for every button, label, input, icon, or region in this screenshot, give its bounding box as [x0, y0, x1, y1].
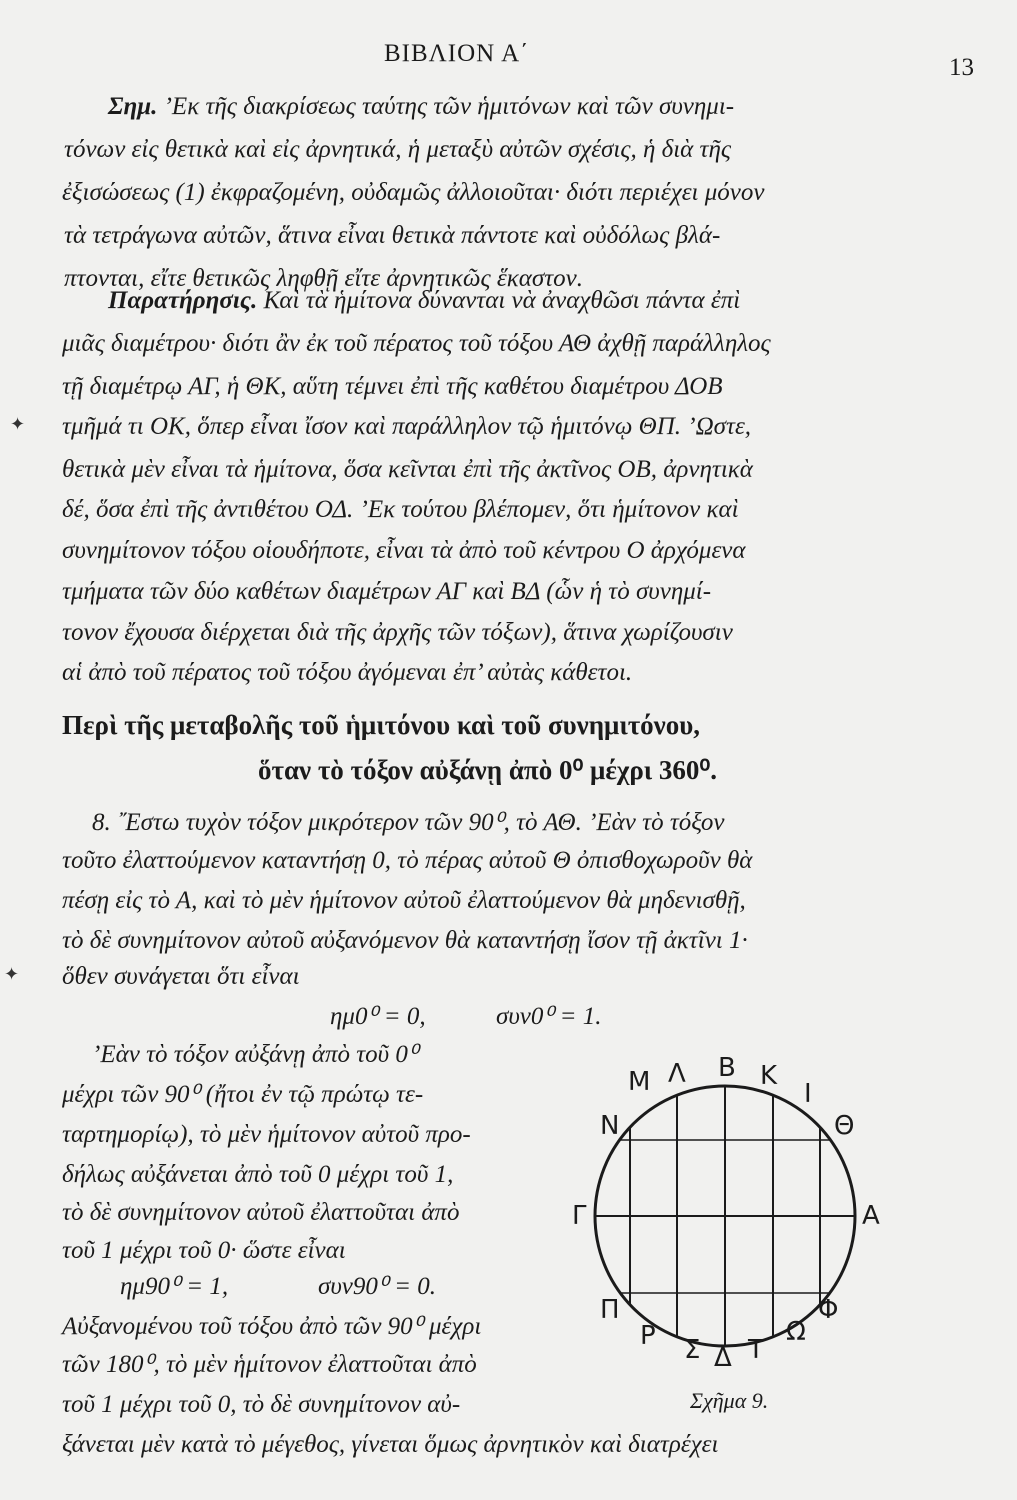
remark-label: Παρατήρησις. [108, 287, 258, 314]
para2-line-4: δήλως αὐξάνεται ἀπὸ τοῦ 0 μέχρι τοῦ 1, [62, 1161, 454, 1188]
para2-line-2: μέχρι τῶν 90⁰ (ἤτοι ἐν τῷ πρώτῳ τε- [62, 1081, 424, 1108]
note-line-1 [108, 92, 734, 122]
equation-1-right: συν0⁰ = 1. [496, 1003, 602, 1030]
para3-line-1: Αὐξανομένου τοῦ τόξου ἀπὸ τῶν 90⁰ μέχρι [62, 1313, 482, 1340]
sec8-line-1: 8. ῎Εστω τυχὸν τόξον μικρότερον τῶν 90⁰, τὸ ΑΘ. ’Εὰν τὸ τόξον [92, 809, 725, 836]
label-D: Δ [714, 1343, 732, 1373]
figure-9-diagram [560, 1048, 890, 1388]
figure-caption: Σχῆμα 9. [690, 1388, 769, 1413]
equation-2-right: συν90⁰ = 0. [318, 1273, 437, 1300]
sec8-line-3: πέσῃ εἰς τὸ Α, καὶ τὸ μὲν ἡμίτονον αὐτοῦ ἐλαττούμενον θὰ μηδενισθῇ, [62, 887, 746, 914]
sec8-line-5: ὅθεν συνάγεται ὅτι εἶναι [62, 963, 300, 990]
section-heading-line-1: Περὶ τῆς μεταβολῆς τοῦ ἡμιτόνου καὶ τοῦ συνημιτόνου, [62, 710, 700, 740]
note-line-4: τὰ τετράγωνα αὐτῶν, ἅτινα εἶναι θετικὰ πάντοτε καὶ οὐδόλως βλά- [64, 222, 721, 249]
label-T: Τ [748, 1335, 764, 1365]
sec8-line-4: τὸ δὲ συνημίτονον αὐτοῦ αὐξανόμενον θὰ καταντήσῃ ἴσον τῇ ἀκτῖνι 1· [62, 927, 748, 954]
label-I: Ι [804, 1079, 812, 1109]
para2-line-3: ταρτημορίῳ), τὸ μὲν ἡμίτονον αὐτοῦ προ- [62, 1121, 471, 1148]
note-line-3: ἐξισώσεως (1) ἐκφραζομένη, οὐδαμῶς ἀλλοιοῦται· διότι περιέχει μόνον [62, 179, 765, 206]
label-G: Γ [572, 1201, 587, 1231]
note-label: Σημ. [108, 93, 158, 120]
para3-line-3: τοῦ 1 μέχρι τοῦ 0, τὸ δὲ συνημίτονον αὐ- [62, 1391, 461, 1418]
remark-line-4: τμῆμά τι ΟΚ, ὅπερ εἶναι ἴσον καὶ παράλληλον τῷ ἡμιτόνῳ ΘΠ. ’Ωστε, [62, 413, 752, 440]
label-K: Κ [760, 1061, 778, 1091]
sec8-line-2: τοῦτο ἐλαττούμενον καταντήσῃ 0, τὸ πέρας αὐτοῦ Θ ὀπισθοχωροῦν θὰ [62, 847, 753, 874]
margin-mark: ✦ [10, 414, 26, 435]
note-text: ’Εκ τῆς διακρίσεως ταύτης τῶν ἡμιτόνων καὶ τῶν συνημι- [163, 93, 735, 120]
label-N: Ν [600, 1111, 620, 1141]
label-R: Ρ [640, 1321, 656, 1351]
label-P: Π [600, 1295, 620, 1325]
remark-text: Καὶ τὰ ἡμίτονα δύνανται νὰ ἀναχθῶσι πάντα ἐπὶ [263, 287, 741, 314]
remark-line-3: τῇ διαμέτρῳ ΑΓ, ἡ ΘΚ, αὕτη τέμνει ἐπὶ τῆς καθέτου διαμέτρου ΔΟΒ [62, 373, 723, 400]
remark-line-2: μιᾶς διαμέτρου· διότι ἂν ἐκ τοῦ πέρατος τοῦ τόξου ΑΘ ἀχθῇ παράλληλος [62, 330, 771, 357]
remark-line-5: θετικὰ μὲν εἶναι τὰ ἡμίτονα, ὅσα κεῖνται ἐπὶ τῆς ἀκτῖνος ΟΒ, ἀρνητικὰ [62, 456, 753, 483]
note-line-5: πτονται, εἴτε θετικῶς ληφθῇ εἴτε ἀρνητικῶς ἕκαστον. [64, 265, 583, 292]
para2-line-1: ’Εὰν τὸ τόξον αὐξάνῃ ἀπὸ τοῦ 0⁰ [92, 1041, 418, 1068]
label-L: Λ [668, 1059, 686, 1089]
note-line-2: τόνων εἰς θετικὰ καὶ εἰς ἀρνητικά, ἡ μεταξὺ αὐτῶν σχέσις, ἡ διὰ τῆς [64, 136, 732, 163]
equation-1-left: ημ0⁰ = 0, [330, 1003, 426, 1030]
label-B: Β [718, 1053, 736, 1083]
label-F: Φ [818, 1295, 839, 1325]
remark-line-8: τμήματα τῶν δύο καθέτων διαμέτρων ΑΓ καὶ ΒΔ (ὧν ἡ τὸ συνημί- [62, 578, 712, 605]
equation-2-left: ημ90⁰ = 1, [120, 1273, 229, 1300]
remark-line-10: αἱ ἀπὸ τοῦ πέρατος τοῦ τόξου ἀγόμεναι ἐπ’ αὐτὰς κάθετοι. [62, 659, 633, 686]
section-heading-line-2: ὅταν τὸ τόξον αὐξάνῃ ἀπὸ 0⁰ μέχρι 360⁰. [258, 755, 717, 785]
label-M: Μ [628, 1067, 651, 1097]
page-number: 13 [949, 54, 974, 81]
label-S: Σ [684, 1335, 701, 1365]
label-A: Α [862, 1201, 880, 1231]
remark-line-6: δέ, ὅσα ἐπὶ τῆς ἀντιθέτου ΟΔ. ’Εκ τούτου βλέπομεν, ὅτι ἡμίτονον καὶ [62, 496, 739, 523]
remark-line-7: συνημίτονον τόξου οἱουδήποτε, εἶναι τὰ ἀπὸ τοῦ κέντρου Ο ἀρχόμενα [62, 537, 746, 564]
para2-line-6: τοῦ 1 μέχρι τοῦ 0· ὥστε εἶναι [62, 1237, 346, 1264]
margin-mark: ✦ [4, 964, 20, 985]
remark-line-9: τονον ἔχουσα διέρχεται διὰ τῆς ἀρχῆς τῶν τόξων), ἅτινα χωρίζουσιν [62, 619, 733, 646]
para2-line-5: τὸ δὲ συνημίτονον αὐτοῦ ἐλαττοῦται ἀπὸ [62, 1199, 460, 1226]
label-Omega: Ω [786, 1317, 806, 1347]
label-Th: Θ [834, 1111, 855, 1141]
para3-line-4: ξάνεται μὲν κατὰ τὸ μέγεθος, γίνεται ὅμως ἀρνητικὸν καὶ διατρέχει [62, 1431, 719, 1458]
running-header-title: ΒΙΒΛΙΟΝ Α΄ [384, 40, 530, 67]
remark-line-1 [108, 286, 740, 316]
para3-line-2: τῶν 180⁰, τὸ μὲν ἡμίτονον ἐλαττοῦται ἀπὸ [62, 1351, 477, 1378]
